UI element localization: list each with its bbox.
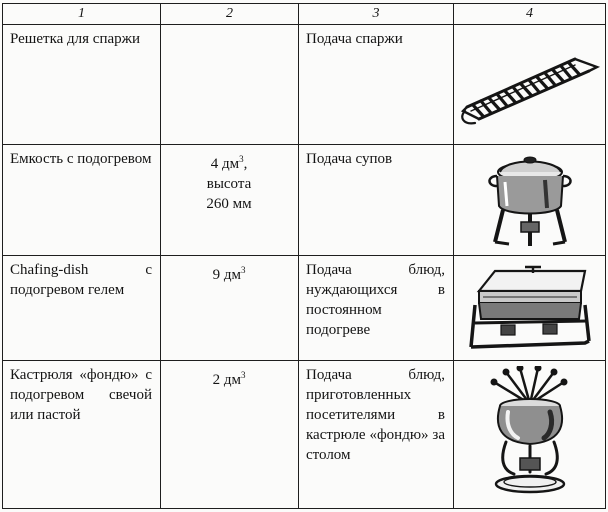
column-number-4: 4 (454, 4, 606, 25)
item-use-text: Подача блюд, нуждающихся в постоянном подогреве (306, 261, 445, 338)
item-use-text: Подача спаржи (306, 31, 403, 48)
item-size-volume-value: 2 дм (212, 371, 241, 388)
item-size (161, 255, 299, 360)
item-size (161, 360, 299, 508)
heated-soup-container-illustration (475, 150, 585, 250)
tableware-table (2, 3, 606, 509)
item-use (299, 255, 454, 360)
table-row (3, 255, 606, 360)
fondue-pot-illustration (480, 366, 580, 502)
column-number-3: 3 (299, 4, 454, 25)
item-name-text: Кастрюля «фондю» с подогревом свечой или пастой (10, 366, 152, 423)
column-number-2: 2 (161, 4, 299, 25)
item-name-text: Chafing-dish с подогревом гелем (10, 261, 152, 298)
item-use (299, 145, 454, 256)
item-size-volume-comma: , (243, 156, 248, 173)
item-use (299, 360, 454, 508)
item-use-text: Подача блюд, приготовленных посетителями в кастрюле «фондю» за столом (306, 366, 445, 463)
chafing-dish-illustration (465, 261, 595, 355)
item-use-text: Подача супов (306, 151, 393, 168)
table-row (3, 25, 606, 145)
cubic-exponent: 3 (239, 154, 244, 165)
cubic-exponent: 3 (240, 264, 246, 275)
item-use (299, 25, 454, 145)
item-image-cell (454, 360, 606, 508)
column-number-1: 1 (3, 4, 161, 25)
item-size-height-value: 260 мм (206, 196, 252, 213)
item-size-volume (168, 149, 290, 174)
item-size (161, 25, 299, 145)
item-size-volume (168, 260, 290, 285)
item-name (3, 25, 161, 145)
item-size-height-label: высота (206, 176, 252, 193)
asparagus-rack-illustration (457, 45, 603, 125)
cubic-exponent: 3 (240, 369, 246, 380)
item-size-volume-value: 9 дм (212, 266, 241, 283)
item-name (3, 255, 161, 360)
item-image-cell (454, 255, 606, 360)
item-image-cell (454, 25, 606, 145)
column-number-row (3, 4, 606, 25)
item-image-cell (454, 145, 606, 256)
item-size (161, 145, 299, 256)
item-name-text: Решетка для спаржи (10, 31, 141, 48)
item-name (3, 360, 161, 508)
item-name (3, 145, 161, 256)
item-name-text: Емкость с подогревом (10, 151, 152, 168)
table-row (3, 360, 606, 508)
table-row (3, 145, 606, 256)
item-size-volume (168, 365, 290, 390)
item-size-volume-value: 4 дм (210, 156, 240, 173)
